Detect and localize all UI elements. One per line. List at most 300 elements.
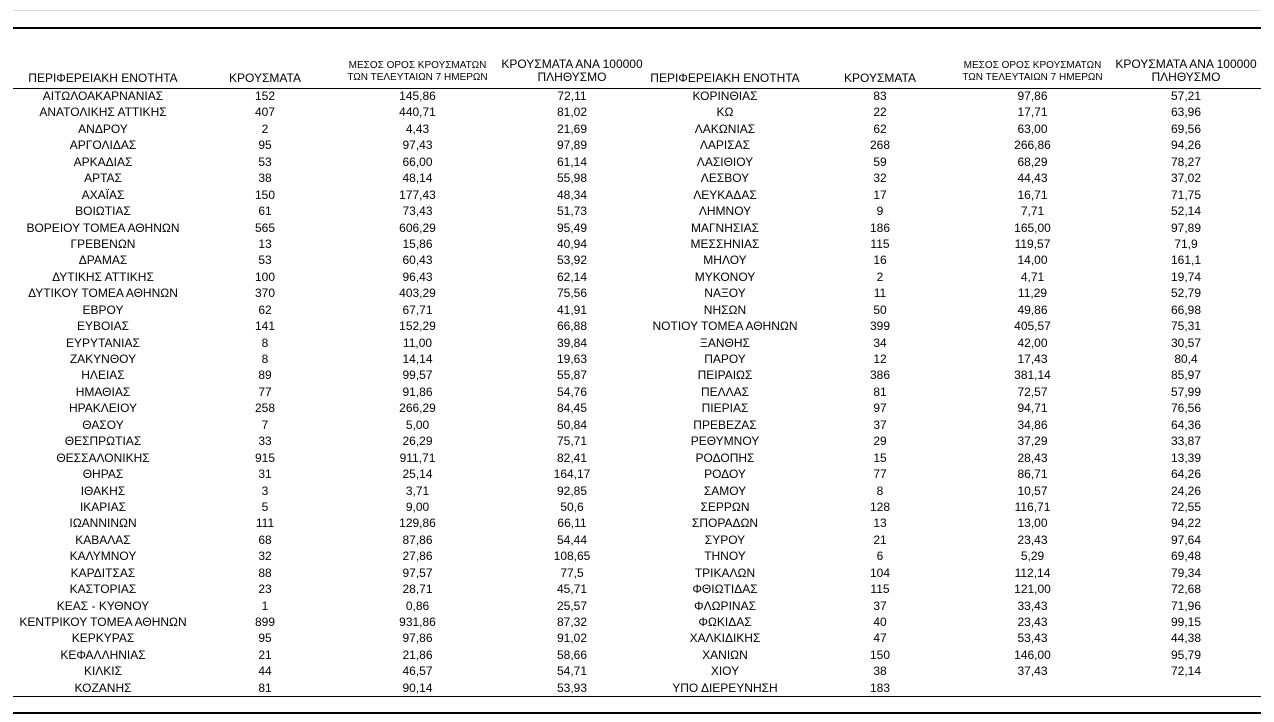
avg-cell: 119,57 [1014, 236, 1051, 251]
region-cell: ΚΑΡΔΙΤΣΑΣ [70, 565, 136, 580]
per100k-cell: 97,89 [1170, 220, 1202, 235]
avg-cell: 16,71 [1017, 187, 1048, 202]
avg-cell: 33,43 [1017, 598, 1048, 613]
region-cell: ΘΗΡΑΣ [82, 467, 124, 482]
avg-cell: 86,71 [1017, 467, 1048, 482]
header-avg-left [330, 60, 505, 84]
region-cell: ΛΕΣΒΟΥ [700, 171, 750, 186]
cases-cell: 141 [254, 319, 276, 334]
header-per100k-right [1106, 58, 1266, 84]
cases-cell: 81 [873, 384, 887, 399]
per100k-cell: 91,02 [556, 631, 588, 646]
per100k-cell: 71,96 [1170, 598, 1202, 613]
cases-cell: 53 [258, 154, 272, 169]
cases-cell: 33 [258, 434, 272, 449]
region-cell: ΚΟΖΑΝΗΣ [74, 680, 132, 695]
per100k-cell: 54,76 [556, 384, 588, 399]
per100k-cell: 61,14 [556, 154, 588, 169]
region-cell: ΕΒΡΟΥ [82, 302, 124, 317]
cases-cell: 22 [873, 105, 887, 120]
avg-cell: 116,71 [1014, 499, 1051, 514]
per100k-cell [1106, 680, 1266, 696]
region-cell: ΑΡΓΟΛΙΔΑΣ [69, 138, 137, 153]
per100k-cell: 84,45 [556, 401, 588, 416]
header-per100k-left [492, 58, 652, 84]
avg-cell: 381,14 [1014, 368, 1051, 383]
avg-cell: 28,71 [402, 582, 433, 597]
avg-cell: 403,29 [399, 286, 436, 301]
region-cell: ΚΕΡΚΥΡΑΣ [71, 631, 135, 646]
cases-cell: 152 [254, 89, 276, 103]
region-cell: ΚΕΝΤΡΙΚΟΥ ΤΟΜΕΑ ΑΘΗΝΩΝ [19, 615, 187, 629]
cases-cell: 370 [254, 286, 276, 301]
region-cell: ΦΘΙΩΤΙΔΑΣ [692, 582, 758, 597]
cases-cell: 47 [873, 631, 887, 646]
avg-cell: 266,29 [399, 401, 436, 416]
per100k-cell: 54,71 [556, 664, 588, 679]
per100k-cell: 50,6 [560, 499, 584, 514]
region-cell: ΝΑΞΟΥ [704, 286, 746, 301]
per100k-cell: 97,64 [1170, 532, 1202, 547]
cases-cell: 95 [258, 631, 272, 646]
cases-cell: 77 [258, 384, 272, 399]
region-cell: ΒΟΙΩΤΙΑΣ [75, 204, 131, 219]
per100k-cell: 72,55 [1170, 499, 1202, 514]
header-avg-line2: ΤΩΝ ΤΕΛΕΥΤΑΙΩΝ 7 ΗΜΕΡΩΝ [347, 72, 488, 83]
avg-cell: 68,29 [1017, 154, 1048, 169]
avg-cell: 145,86 [399, 89, 436, 103]
header-cases-right: ΚΡΟΥΣΜΑΤΑ [844, 71, 916, 85]
per100k-cell: 77,5 [560, 565, 584, 580]
per100k-cell: 85,97 [1170, 368, 1202, 383]
avg-cell: 0,86 [405, 598, 430, 613]
per100k-cell: 164,17 [553, 467, 591, 482]
cases-cell: 8 [876, 483, 884, 498]
avg-cell: 87,86 [402, 532, 433, 547]
avg-cell: 46,57 [402, 664, 433, 679]
avg-cell: 48,14 [402, 171, 433, 186]
per100k-cell: 97,89 [556, 138, 588, 153]
region-cell: ΜΕΣΣΗΝΙΑΣ [690, 236, 760, 251]
cases-cell: 565 [254, 220, 276, 235]
per100k-cell: 72,11 [557, 89, 587, 103]
cases-cell: 68 [258, 532, 272, 547]
cases-cell: 186 [869, 220, 891, 235]
cases-cell: 89 [258, 368, 272, 383]
avg-cell: 37,43 [1017, 664, 1048, 679]
region-cell: ΠΙΕΡΙΑΣ [701, 401, 749, 416]
avg-cell: 15,86 [402, 236, 433, 251]
region-cell: ΘΑΣΟΥ [82, 417, 124, 432]
right-per100k-column [1106, 88, 1266, 696]
header-avg-line2: ΤΩΝ ΤΕΛΕΥΤΑΙΩΝ 7 ΗΜΕΡΩΝ [962, 72, 1103, 83]
region-cell: ΛΑΣΙΘΙΟΥ [696, 154, 754, 169]
per100k-cell: 72,14 [1170, 664, 1202, 679]
per100k-cell: 94,22 [1170, 516, 1202, 531]
cases-cell: 899 [254, 615, 276, 629]
per100k-cell: 66,98 [1170, 302, 1202, 317]
region-cell: ΚΩ [716, 105, 734, 120]
table-bottom-rule [13, 696, 1261, 697]
cases-cell: 13 [258, 236, 272, 251]
cases-cell: 23 [258, 582, 272, 597]
region-cell: ΝΗΣΩΝ [703, 302, 747, 317]
region-cell: ΛΕΥΚΑΔΑΣ [693, 187, 757, 202]
avg-cell: 53,43 [1017, 631, 1048, 646]
cases-cell: 183 [869, 680, 891, 695]
per100k-cell: 57,21 [1170, 89, 1202, 103]
avg-cell: 11,00 [402, 335, 433, 350]
cases-cell: 1 [261, 598, 269, 613]
per100k-cell: 19,63 [556, 352, 588, 366]
avg-cell: 66,00 [402, 154, 433, 169]
avg-cell: 21,86 [402, 647, 433, 662]
cases-cell: 399 [869, 319, 891, 334]
header-per100k-line2: ΠΛΗΘΥΣΜΟ [1151, 70, 1221, 84]
avg-cell: 7,71 [1020, 204, 1045, 219]
per100k-cell: 75,56 [556, 286, 588, 301]
region-cell: ΔΡΑΜΑΣ [78, 253, 128, 268]
avg-cell: 44,43 [1017, 171, 1048, 186]
table-top-rule [13, 27, 1261, 29]
avg-cell: 112,14 [1014, 565, 1051, 580]
region-cell: ΚΑΒΑΛΑΣ [75, 532, 131, 547]
header-per100k-line1: ΚΡΟΥΣΜΑΤΑ ΑΝΑ 100000 [501, 57, 643, 71]
region-cell: ΜΑΓΝΗΣΙΑΣ [690, 220, 760, 235]
cases-cell: 5 [261, 499, 269, 514]
header-region-left: ΠΕΡΙΦΕΡΕΙΑΚΗ ΕΝΟΤΗΤΑ [28, 71, 178, 85]
header-avg-line1: ΜΕΣΟΣ ΟΡΟΣ ΚΡΟΥΣΜΑΤΩΝ [963, 60, 1102, 71]
region-cell: ΚΑΣΤΟΡΙΑΣ [69, 582, 137, 597]
avg-cell: 90,14 [402, 680, 433, 695]
region-cell: ΡΟΔΟΥ [704, 467, 746, 482]
per100k-cell: 69,56 [1170, 121, 1202, 136]
region-cell: ΧΑΛΚΙΔΙΚΗΣ [689, 631, 761, 646]
cases-cell: 8 [261, 335, 269, 350]
per100k-cell: 44,38 [1170, 631, 1202, 646]
per100k-cell: 94,26 [1170, 138, 1202, 153]
region-cell: ΚΑΛΥΜΝΟΥ [69, 549, 137, 564]
cases-cell: 150 [869, 647, 891, 662]
region-cell: ΖΑΚΥΝΘΟΥ [69, 352, 137, 366]
region-cell: ΓΡΕΒΕΝΩΝ [70, 236, 136, 251]
cases-cell: 62 [258, 302, 272, 317]
per100k-cell: 57,99 [1170, 384, 1202, 399]
cases-cell: 386 [869, 368, 891, 383]
cases-cell: 115 [870, 582, 890, 597]
region-cell: ΣΥΡΟΥ [704, 532, 746, 547]
per100k-cell: 66,88 [556, 319, 588, 334]
per100k-cell: 45,71 [556, 582, 588, 597]
region-cell: ΚΟΡΙΝΘΙΑΣ [692, 89, 758, 103]
avg-cell: 49,86 [1017, 302, 1048, 317]
cases-cell: 12 [873, 352, 887, 366]
per100k-cell: 75,71 [556, 434, 588, 449]
region-cell: ΡΕΘΥΜΝΟΥ [690, 434, 760, 449]
cases-cell: 95 [258, 138, 272, 153]
region-cell: ΧΑΝΙΩΝ [702, 647, 748, 662]
cases-cell: 9 [876, 204, 884, 219]
avg-cell: 11,29 [1017, 286, 1048, 301]
header-region-right: ΠΕΡΙΦΕΡΕΙΑΚΗ ΕΝΟΤΗΤΑ [650, 71, 800, 85]
avg-cell: 17,43 [1017, 352, 1048, 366]
avg-cell: 14,00 [1017, 253, 1048, 268]
region-cell: ΣΠΟΡΑΔΩΝ [691, 516, 759, 531]
region-cell: ΤΗΝΟΥ [704, 549, 746, 564]
region-cell: ΛΗΜΝΟΥ [698, 204, 752, 219]
region-cell: ΑΡΤΑΣ [84, 171, 122, 186]
per100k-cell: 69,48 [1170, 549, 1202, 564]
cases-cell: 29 [873, 434, 887, 449]
region-cell: ΠΑΡΟΥ [704, 352, 746, 366]
cases-cell: 77 [873, 467, 887, 482]
per100k-cell: 41,91 [556, 302, 588, 317]
region-cell: ΙΩΑΝΝΙΝΩΝ [69, 516, 137, 531]
avg-cell: 5,00 [405, 417, 430, 432]
per100k-cell: 71,9 [1174, 236, 1198, 251]
region-cell: ΥΠΟ ΔΙΕΡΕΥΝΗΣΗ [672, 680, 778, 695]
avg-cell: 97,86 [1017, 89, 1048, 103]
cases-cell: 111 [255, 516, 275, 531]
avg-cell: 97,86 [402, 631, 433, 646]
per100k-cell: 37,02 [1170, 171, 1202, 186]
region-cell: ΝΟΤΙΟΥ ΤΟΜΕΑ ΑΘΗΝΩΝ [652, 319, 798, 334]
per100k-cell: 53,92 [556, 253, 588, 268]
cases-cell: 83 [873, 89, 887, 103]
avg-cell: 23,43 [1017, 615, 1048, 629]
region-cell: ΗΜΑΘΙΑΣ [75, 384, 131, 399]
cases-cell: 81 [258, 680, 272, 695]
cases-cell: 32 [873, 171, 887, 186]
avg-cell: 10,57 [1017, 483, 1048, 498]
avg-cell: 5,29 [1020, 549, 1045, 564]
avg-cell [945, 680, 1120, 696]
cases-cell: 8 [261, 352, 269, 366]
avg-cell: 606,29 [399, 220, 436, 235]
avg-cell: 177,43 [399, 187, 436, 202]
cases-cell: 44 [258, 664, 272, 679]
per100k-cell: 80,4 [1174, 352, 1198, 366]
region-cell: ΜΥΚΟΝΟΥ [694, 269, 756, 284]
avg-cell: 23,43 [1017, 532, 1048, 547]
avg-cell: 129,86 [399, 516, 436, 531]
per100k-cell: 13,39 [1170, 450, 1202, 465]
header-cases-left: ΚΡΟΥΣΜΑΤΑ [229, 71, 301, 85]
region-cell: ΦΛΩΡΙΝΑΣ [694, 598, 756, 613]
region-cell: ΛΑΡΙΣΑΣ [699, 138, 751, 153]
avg-cell: 121,00 [1014, 582, 1051, 597]
cases-cell: 150 [254, 187, 276, 202]
cases-cell: 100 [254, 269, 276, 284]
avg-cell: 91,86 [402, 384, 433, 399]
cases-cell: 38 [258, 171, 272, 186]
cases-cell: 40 [873, 615, 887, 629]
per100k-cell: 95,79 [1170, 647, 1202, 662]
cases-cell: 2 [876, 269, 884, 284]
cases-cell: 128 [869, 499, 891, 514]
per100k-cell: 39,84 [556, 335, 588, 350]
cases-cell: 37 [873, 417, 887, 432]
per100k-cell: 81,02 [556, 105, 588, 120]
top-faint-line [13, 10, 1261, 11]
region-cell: ΧΙΟΥ [710, 664, 740, 679]
per100k-cell: 40,94 [556, 236, 588, 251]
cases-cell: 3 [261, 483, 269, 498]
cases-cell: 59 [873, 154, 887, 169]
cases-cell: 88 [258, 565, 272, 580]
cases-cell: 258 [254, 401, 276, 416]
region-cell: ΤΡΙΚΑΛΩΝ [694, 565, 756, 580]
per100k-cell: 108,65 [553, 549, 591, 564]
per100k-cell: 87,32 [556, 615, 588, 629]
avg-cell: 97,43 [402, 138, 433, 153]
region-cell: ΗΡΑΚΛΕΙΟΥ [68, 401, 138, 416]
left-per100k-column [492, 88, 652, 696]
per100k-cell: 24,26 [1170, 483, 1202, 498]
avg-cell: 26,29 [402, 434, 433, 449]
avg-cell: 72,57 [1017, 384, 1048, 399]
cases-cell: 21 [873, 532, 887, 547]
avg-cell: 37,29 [1017, 434, 1048, 449]
per100k-cell: 19,74 [1170, 269, 1202, 284]
per100k-cell: 53,93 [556, 680, 588, 695]
region-cell: ΜΗΛΟΥ [703, 253, 747, 268]
per100k-cell: 52,79 [1170, 286, 1202, 301]
per100k-cell: 62,14 [556, 269, 588, 284]
avg-cell: 4,43 [405, 121, 430, 136]
region-cell: ΔΥΤΙΚΗΣ ΑΤΤΙΚΗΣ [52, 269, 154, 284]
avg-cell: 73,43 [402, 204, 433, 219]
region-cell: ΠΕΙΡΑΙΩΣ [697, 368, 753, 383]
region-cell: ΑΝΔΡΟΥ [78, 121, 128, 136]
per100k-cell: 66,11 [557, 516, 587, 531]
avg-cell: 146,00 [1014, 647, 1051, 662]
region-cell: ΣΕΡΡΩΝ [700, 499, 750, 514]
per100k-cell: 63,96 [1170, 105, 1202, 120]
cases-cell: 31 [258, 467, 272, 482]
region-cell: ΑΙΤΩΛΟΑΚΑΡΝΑΝΙΑΣ [42, 89, 164, 103]
region-cell: ΑΧΑΪΑΣ [81, 187, 125, 202]
avg-cell: 4,71 [1020, 269, 1045, 284]
avg-cell: 63,00 [1017, 121, 1048, 136]
left-region-column [13, 88, 193, 696]
avg-cell: 152,29 [399, 319, 436, 334]
header-per100k-line1: ΚΡΟΥΣΜΑΤΑ ΑΝΑ 100000 [1115, 57, 1257, 71]
region-cell: ΕΥΒΟΙΑΣ [76, 319, 130, 334]
region-cell: ΕΥΡΥΤΑΝΙΑΣ [66, 335, 140, 350]
region-cell: ΔΥΤΙΚΟΥ ΤΟΜΕΑ ΑΘΗΝΩΝ [28, 286, 178, 301]
cases-cell: 407 [254, 105, 276, 120]
per100k-cell: 54,44 [556, 532, 588, 547]
region-cell: ΚΕΑΣ - ΚΥΘΝΟΥ [56, 598, 150, 613]
cases-cell: 61 [258, 204, 272, 219]
per100k-cell: 48,34 [556, 187, 588, 202]
avg-cell: 931,86 [399, 615, 436, 629]
per100k-cell: 79,34 [1170, 565, 1202, 580]
avg-cell: 42,00 [1017, 335, 1048, 350]
per100k-cell: 58,66 [556, 647, 588, 662]
avg-cell: 60,43 [402, 253, 433, 268]
header-avg-right [945, 60, 1120, 84]
avg-cell: 266,86 [1014, 138, 1051, 153]
per100k-cell: 71,75 [1170, 187, 1202, 202]
cases-cell: 6 [876, 549, 884, 564]
header-avg-line1: ΜΕΣΟΣ ΟΡΟΣ ΚΡΟΥΣΜΑΤΩΝ [348, 60, 487, 71]
per100k-cell: 55,98 [556, 171, 588, 186]
region-cell: ΚΕΦΑΛΛΗΝΙΑΣ [60, 647, 146, 662]
avg-cell: 405,57 [1014, 319, 1051, 334]
per100k-cell: 75,31 [1170, 319, 1202, 334]
right-region-column [635, 88, 815, 696]
per100k-cell: 51,73 [556, 204, 588, 219]
avg-cell: 28,43 [1017, 450, 1048, 465]
cases-cell: 17 [873, 187, 887, 202]
per100k-cell: 52,14 [1170, 204, 1202, 219]
per100k-cell: 25,57 [556, 598, 588, 613]
region-cell: ΙΘΑΚΗΣ [80, 483, 126, 498]
per100k-cell: 78,27 [1170, 154, 1202, 169]
per100k-cell: 50,84 [556, 417, 588, 432]
region-cell: ΛΑΚΩΝΙΑΣ [694, 121, 756, 136]
avg-cell: 165,00 [1014, 220, 1051, 235]
left-avg-column [330, 88, 505, 696]
region-cell: ΑΡΚΑΔΙΑΣ [73, 154, 133, 169]
cases-cell: 34 [873, 335, 887, 350]
cases-cell: 104 [869, 565, 891, 580]
per100k-cell: 21,69 [556, 121, 588, 136]
avg-cell: 17,71 [1017, 105, 1048, 120]
per100k-cell: 72,68 [1170, 582, 1202, 597]
region-cell: ΞΑΝΘΗΣ [700, 335, 750, 350]
region-cell: ΒΟΡΕΙΟΥ ΤΟΜΕΑ ΑΘΗΝΩΝ [26, 220, 180, 235]
avg-cell: 34,86 [1017, 417, 1048, 432]
right-avg-column [945, 88, 1120, 696]
cases-cell: 38 [873, 664, 887, 679]
avg-cell: 911,71 [399, 450, 436, 465]
cases-cell: 53 [258, 253, 272, 268]
avg-cell: 96,43 [402, 269, 433, 284]
avg-cell: 14,14 [402, 352, 433, 366]
header-per100k-line2: ΠΛΗΘΥΣΜΟ [537, 70, 607, 84]
region-cell: ΣΑΜΟΥ [703, 483, 747, 498]
per100k-cell: 82,41 [556, 450, 588, 465]
avg-cell: 94,71 [1017, 401, 1048, 416]
cases-cell: 268 [869, 138, 891, 153]
avg-cell: 13,00 [1017, 516, 1048, 531]
region-cell: ΙΚΑΡΙΑΣ [79, 499, 127, 514]
cases-cell: 15 [873, 450, 887, 465]
cases-cell: 115 [870, 236, 890, 251]
region-cell: ΘΕΣΠΡΩΤΙΑΣ [64, 434, 142, 449]
cases-cell: 37 [873, 598, 887, 613]
per100k-cell: 161,1 [1170, 253, 1202, 268]
cases-cell: 97 [873, 401, 887, 416]
cases-cell: 50 [873, 302, 887, 317]
cases-cell: 7 [261, 417, 269, 432]
avg-cell: 99,57 [402, 368, 433, 383]
region-cell: ΚΙΛΚΙΣ [83, 664, 123, 679]
per100k-cell: 55,87 [556, 368, 588, 383]
footer-rule [13, 712, 1261, 714]
cases-cell: 62 [873, 121, 887, 136]
avg-cell: 3,71 [405, 483, 430, 498]
left-cases-column [205, 88, 325, 696]
region-cell: ΗΛΕΙΑΣ [81, 368, 125, 383]
per100k-cell: 95,49 [556, 220, 588, 235]
cases-cell: 32 [258, 549, 272, 564]
per100k-cell: 33,87 [1170, 434, 1202, 449]
per100k-cell: 76,56 [1170, 401, 1202, 416]
